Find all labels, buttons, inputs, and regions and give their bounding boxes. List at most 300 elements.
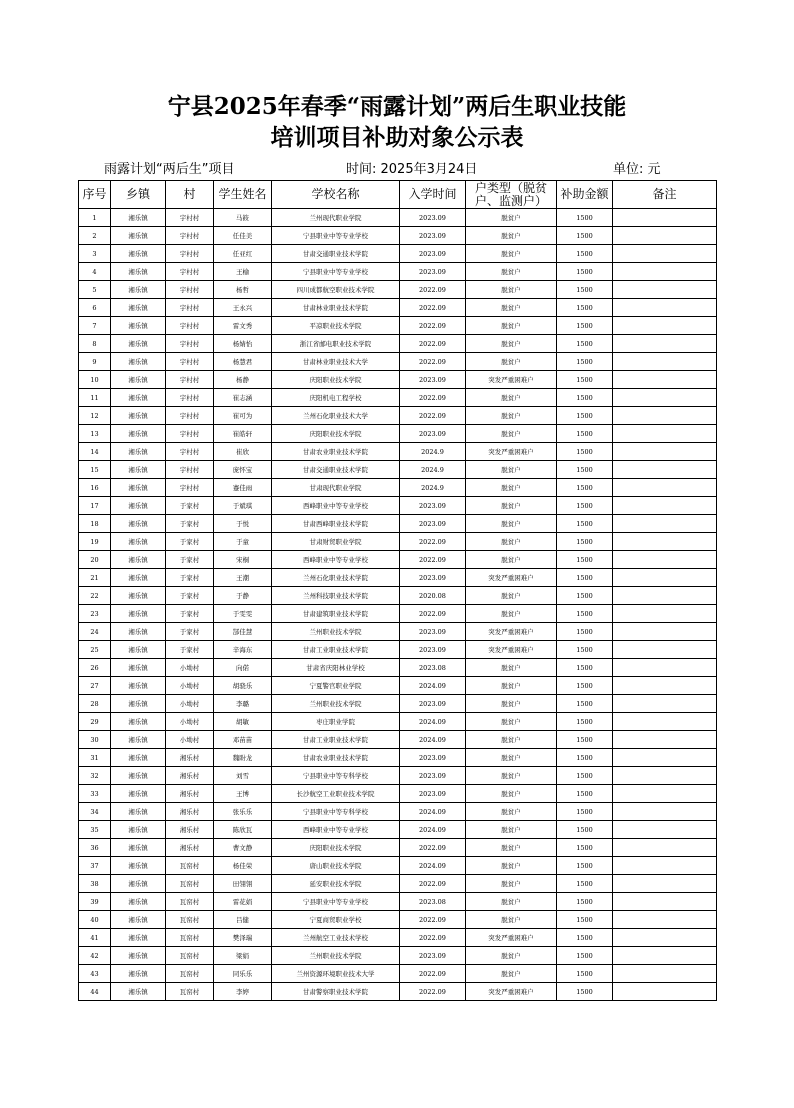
cell-amount: 1500: [557, 227, 613, 245]
cell-township: 湘乐镇: [111, 407, 166, 425]
header-township: 乡镇: [111, 181, 166, 209]
cell-township: 湘乐镇: [111, 569, 166, 587]
cell-village: 瓦窑村: [166, 947, 214, 965]
cell-household-type: 突发严重困难户: [466, 569, 557, 587]
cell-household-type: 脱贫户: [466, 245, 557, 263]
cell-village: 小坳村: [166, 659, 214, 677]
cell-remarks: [613, 803, 717, 821]
cell-village: 小坳村: [166, 677, 214, 695]
cell-township: 湘乐镇: [111, 875, 166, 893]
cell-village: 宇村村: [166, 281, 214, 299]
table-row: [79, 677, 717, 695]
cell-enroll-date: 2023.09: [400, 245, 466, 263]
cell-household-type: 脱贫户: [466, 407, 557, 425]
cell-township: 湘乐镇: [111, 857, 166, 875]
cell-student-name: 李婷: [214, 983, 272, 1001]
cell-school: 兰州科技职业技术学院: [272, 587, 400, 605]
cell-school: 兰州航空工业技术学校: [272, 929, 400, 947]
cell-household-type: 脱贫户: [466, 497, 557, 515]
cell-township: 湘乐镇: [111, 965, 166, 983]
cell-remarks: [613, 821, 717, 839]
cell-amount: 1500: [557, 785, 613, 803]
cell-township: 湘乐镇: [111, 911, 166, 929]
cell-enroll-date: 2022.09: [400, 929, 466, 947]
cell-amount: 1500: [557, 965, 613, 983]
cell-household-type: 脱贫户: [466, 479, 557, 497]
cell-enroll-date: 2024.09: [400, 803, 466, 821]
document-title-line1: 宁县2025年春季“雨露计划”两后生职业技能: [167, 93, 627, 120]
cell-village: 瓦窑村: [166, 857, 214, 875]
cell-household-type: 突发严重困难户: [466, 983, 557, 1001]
cell-student-name: 崔欣: [214, 443, 272, 461]
cell-amount: 1500: [557, 641, 613, 659]
cell-remarks: [613, 893, 717, 911]
cell-remarks: [613, 443, 717, 461]
cell-remarks: [613, 227, 717, 245]
cell-remarks: [613, 299, 717, 317]
cell-school: 宁县职业中等专业学校: [272, 263, 400, 281]
cell-index: 8: [79, 335, 111, 353]
cell-amount: 1500: [557, 929, 613, 947]
cell-remarks: [613, 731, 717, 749]
cell-student-name: 吕健: [214, 911, 272, 929]
cell-school: 甘肃交通职业技术学院: [272, 461, 400, 479]
cell-village: 湘乐村: [166, 767, 214, 785]
cell-enroll-date: 2024.9: [400, 443, 466, 461]
table-row: [79, 965, 717, 983]
cell-enroll-date: 2023.09: [400, 785, 466, 803]
cell-enroll-date: 2023.09: [400, 209, 466, 227]
cell-index: 32: [79, 767, 111, 785]
cell-remarks: [613, 983, 717, 1001]
cell-remarks: [613, 533, 717, 551]
table-row: [79, 389, 717, 407]
cell-school: 浙江省邮电职业技术学院: [272, 335, 400, 353]
cell-village: 宇村村: [166, 371, 214, 389]
cell-household-type: 突发严重困难户: [466, 641, 557, 659]
cell-student-name: 马筱: [214, 209, 272, 227]
cell-township: 湘乐镇: [111, 263, 166, 281]
table-row: [79, 749, 717, 767]
cell-village: 宇村村: [166, 443, 214, 461]
cell-student-name: 任亚红: [214, 245, 272, 263]
cell-household-type: 脱贫户: [466, 281, 557, 299]
cell-village: 宇村村: [166, 317, 214, 335]
cell-school: 甘肃工业职业技术学院: [272, 731, 400, 749]
table-row: [79, 497, 717, 515]
cell-village: 宇村村: [166, 209, 214, 227]
cell-index: 21: [79, 569, 111, 587]
cell-index: 4: [79, 263, 111, 281]
table-row: [79, 821, 717, 839]
cell-township: 湘乐镇: [111, 209, 166, 227]
cell-household-type: 脱贫户: [466, 857, 557, 875]
cell-student-name: 雷花娟: [214, 893, 272, 911]
cell-remarks: [613, 623, 717, 641]
cell-school: 西峰职业中等专业学校: [272, 551, 400, 569]
cell-index: 10: [79, 371, 111, 389]
cell-household-type: 脱贫户: [466, 425, 557, 443]
cell-school: 甘肃工业职业技术学院: [272, 641, 400, 659]
cell-village: 宇村村: [166, 479, 214, 497]
cell-amount: 1500: [557, 371, 613, 389]
cell-village: 瓦窑村: [166, 929, 214, 947]
cell-student-name: 于雯雯: [214, 605, 272, 623]
cell-township: 湘乐镇: [111, 353, 166, 371]
cell-village: 瓦窑村: [166, 893, 214, 911]
cell-enroll-date: 2024.09: [400, 731, 466, 749]
cell-school: 兰州现代职业学院: [272, 209, 400, 227]
cell-amount: 1500: [557, 587, 613, 605]
header-school: 学校名称: [272, 181, 400, 209]
cell-index: 43: [79, 965, 111, 983]
cell-remarks: [613, 947, 717, 965]
table-row: [79, 839, 717, 857]
cell-township: 湘乐镇: [111, 713, 166, 731]
cell-enroll-date: 2023.09: [400, 515, 466, 533]
cell-enroll-date: 2022.09: [400, 965, 466, 983]
cell-township: 湘乐镇: [111, 443, 166, 461]
cell-school: 兰州职业技术学院: [272, 623, 400, 641]
cell-amount: 1500: [557, 983, 613, 1001]
cell-amount: 1500: [557, 443, 613, 461]
cell-student-name: 邓苗苗: [214, 731, 272, 749]
cell-amount: 1500: [557, 569, 613, 587]
cell-township: 湘乐镇: [111, 587, 166, 605]
cell-household-type: 脱贫户: [466, 227, 557, 245]
cell-amount: 1500: [557, 515, 613, 533]
cell-remarks: [613, 839, 717, 857]
cell-student-name: 王博: [214, 785, 272, 803]
cell-household-type: 脱贫户: [466, 515, 557, 533]
cell-remarks: [613, 353, 717, 371]
cell-student-name: 杨慧君: [214, 353, 272, 371]
cell-village: 宇村村: [166, 407, 214, 425]
cell-amount: 1500: [557, 893, 613, 911]
cell-enroll-date: 2023.09: [400, 569, 466, 587]
table-row: [79, 911, 717, 929]
cell-village: 小坳村: [166, 695, 214, 713]
cell-index: 18: [79, 515, 111, 533]
cell-index: 39: [79, 893, 111, 911]
cell-amount: 1500: [557, 749, 613, 767]
cell-village: 小坳村: [166, 731, 214, 749]
cell-township: 湘乐镇: [111, 749, 166, 767]
cell-remarks: [613, 479, 717, 497]
cell-school: 四川成都航空职业技术学院: [272, 281, 400, 299]
cell-enroll-date: 2022.09: [400, 605, 466, 623]
cell-village: 宇村村: [166, 263, 214, 281]
cell-student-name: 魏盼龙: [214, 749, 272, 767]
cell-enroll-date: 2020.08: [400, 587, 466, 605]
cell-student-name: 胡敏: [214, 713, 272, 731]
cell-index: 44: [79, 983, 111, 1001]
table-row: [79, 605, 717, 623]
table-row: [79, 443, 717, 461]
cell-household-type: 脱贫户: [466, 659, 557, 677]
cell-amount: 1500: [557, 425, 613, 443]
cell-index: 30: [79, 731, 111, 749]
cell-enroll-date: 2022.09: [400, 299, 466, 317]
cell-household-type: 脱贫户: [466, 785, 557, 803]
cell-village: 宇村村: [166, 227, 214, 245]
cell-enroll-date: 2023.09: [400, 767, 466, 785]
cell-amount: 1500: [557, 497, 613, 515]
cell-remarks: [613, 515, 717, 533]
cell-enroll-date: 2022.09: [400, 839, 466, 857]
cell-amount: 1500: [557, 767, 613, 785]
cell-school: 甘肃林业职业技术学院: [272, 299, 400, 317]
cell-enroll-date: 2023.09: [400, 263, 466, 281]
cell-household-type: 脱贫户: [466, 263, 557, 281]
cell-student-name: 杨哲: [214, 281, 272, 299]
cell-index: 31: [79, 749, 111, 767]
cell-amount: 1500: [557, 335, 613, 353]
cell-household-type: 脱贫户: [466, 587, 557, 605]
table-row: [79, 587, 717, 605]
cell-remarks: [613, 407, 717, 425]
cell-remarks: [613, 461, 717, 479]
cell-school: 庆阳职业技术学院: [272, 839, 400, 857]
table-row: [79, 461, 717, 479]
cell-index: 40: [79, 911, 111, 929]
cell-index: 24: [79, 623, 111, 641]
cell-household-type: 脱贫户: [466, 947, 557, 965]
cell-index: 26: [79, 659, 111, 677]
cell-school: 宁县职业中等专科学校: [272, 767, 400, 785]
cell-index: 37: [79, 857, 111, 875]
cell-household-type: 突发严重困难户: [466, 443, 557, 461]
cell-student-name: 任佳美: [214, 227, 272, 245]
cell-enroll-date: 2023.08: [400, 893, 466, 911]
cell-index: 6: [79, 299, 111, 317]
cell-student-name: 李璐: [214, 695, 272, 713]
table-row: [79, 785, 717, 803]
cell-index: 36: [79, 839, 111, 857]
cell-student-name: 张乐乐: [214, 803, 272, 821]
cell-village: 于家村: [166, 641, 214, 659]
cell-township: 湘乐镇: [111, 551, 166, 569]
cell-amount: 1500: [557, 299, 613, 317]
cell-village: 于家村: [166, 623, 214, 641]
cell-village: 宇村村: [166, 461, 214, 479]
table-row: [79, 623, 717, 641]
cell-village: 湘乐村: [166, 749, 214, 767]
cell-index: 29: [79, 713, 111, 731]
cell-school: 兰州职业技术学院: [272, 947, 400, 965]
cell-household-type: 脱贫户: [466, 821, 557, 839]
table-row: [79, 947, 717, 965]
table-header-row: [79, 181, 717, 209]
table-row: [79, 569, 717, 587]
cell-village: 于家村: [166, 605, 214, 623]
cell-remarks: [613, 677, 717, 695]
cell-village: 宇村村: [166, 335, 214, 353]
cell-enroll-date: 2024.09: [400, 713, 466, 731]
cell-remarks: [613, 749, 717, 767]
cell-enroll-date: 2024.09: [400, 857, 466, 875]
cell-township: 湘乐镇: [111, 929, 166, 947]
cell-student-name: 王永兴: [214, 299, 272, 317]
cell-remarks: [613, 335, 717, 353]
cell-village: 于家村: [166, 497, 214, 515]
cell-household-type: 脱贫户: [466, 965, 557, 983]
header-remarks: 备注: [613, 181, 717, 209]
cell-amount: 1500: [557, 605, 613, 623]
cell-school: 甘肃现代职业学院: [272, 479, 400, 497]
table-row: [79, 245, 717, 263]
cell-amount: 1500: [557, 533, 613, 551]
cell-remarks: [613, 605, 717, 623]
cell-enroll-date: 2023.08: [400, 659, 466, 677]
table-row: [79, 983, 717, 1001]
cell-township: 湘乐镇: [111, 893, 166, 911]
cell-remarks: [613, 659, 717, 677]
table-row: [79, 425, 717, 443]
cell-index: 11: [79, 389, 111, 407]
table-row: [79, 335, 717, 353]
cell-student-name: 崔可为: [214, 407, 272, 425]
table-row: [79, 893, 717, 911]
cell-amount: 1500: [557, 947, 613, 965]
table-row: [79, 209, 717, 227]
cell-enroll-date: 2023.09: [400, 623, 466, 641]
table-row: [79, 803, 717, 821]
cell-enroll-date: 2023.09: [400, 947, 466, 965]
cell-household-type: 脱贫户: [466, 713, 557, 731]
table-row: [79, 659, 717, 677]
cell-enroll-date: 2022.09: [400, 983, 466, 1001]
cell-enroll-date: 2023.09: [400, 749, 466, 767]
cell-remarks: [613, 425, 717, 443]
cell-household-type: 脱贫户: [466, 893, 557, 911]
project-name: 雨露计划“两后生”项目: [104, 162, 235, 177]
cell-enroll-date: 2023.09: [400, 695, 466, 713]
cell-amount: 1500: [557, 911, 613, 929]
cell-township: 湘乐镇: [111, 479, 166, 497]
cell-amount: 1500: [557, 353, 613, 371]
cell-amount: 1500: [557, 677, 613, 695]
cell-village: 瓦窑村: [166, 875, 214, 893]
cell-student-name: 崔皓轩: [214, 425, 272, 443]
cell-household-type: 脱贫户: [466, 533, 557, 551]
cell-student-name: 于悦: [214, 515, 272, 533]
cell-household-type: 脱贫户: [466, 839, 557, 857]
cell-village: 于家村: [166, 569, 214, 587]
cell-township: 湘乐镇: [111, 659, 166, 677]
table-row: [79, 263, 717, 281]
cell-household-type: 脱贫户: [466, 335, 557, 353]
cell-amount: 1500: [557, 389, 613, 407]
table-row: [79, 299, 717, 317]
table-row: [79, 281, 717, 299]
cell-school: 甘肃农业职业技术学院: [272, 749, 400, 767]
cell-enroll-date: 2022.09: [400, 533, 466, 551]
cell-student-name: 王潮: [214, 569, 272, 587]
cell-school: 平凉职业技术学院: [272, 317, 400, 335]
cell-township: 湘乐镇: [111, 227, 166, 245]
cell-township: 湘乐镇: [111, 317, 166, 335]
cell-index: 7: [79, 317, 111, 335]
cell-student-name: 庞怀宝: [214, 461, 272, 479]
table-row: [79, 767, 717, 785]
cell-village: 瓦窑村: [166, 911, 214, 929]
cell-remarks: [613, 767, 717, 785]
publish-date: 时间: 2025年3月24日: [346, 162, 478, 177]
table-row: [79, 875, 717, 893]
cell-amount: 1500: [557, 803, 613, 821]
cell-enroll-date: 2022.09: [400, 389, 466, 407]
cell-amount: 1500: [557, 695, 613, 713]
cell-household-type: 脱贫户: [466, 695, 557, 713]
cell-household-type: 突发严重困难户: [466, 929, 557, 947]
cell-household-type: 脱贫户: [466, 605, 557, 623]
cell-student-name: 杨静: [214, 371, 272, 389]
cell-school: 宁县职业中等专业学校: [272, 893, 400, 911]
cell-school: 长沙航空工业职业技术学院: [272, 785, 400, 803]
cell-enroll-date: 2022.09: [400, 335, 466, 353]
cell-amount: 1500: [557, 821, 613, 839]
cell-index: 41: [79, 929, 111, 947]
cell-remarks: [613, 569, 717, 587]
cell-township: 湘乐镇: [111, 623, 166, 641]
cell-student-name: 曹文静: [214, 839, 272, 857]
cell-student-name: 雷文秀: [214, 317, 272, 335]
document-title-line2: 培训项目补助对象公示表: [270, 124, 524, 151]
cell-household-type: 脱贫户: [466, 875, 557, 893]
cell-enroll-date: 2022.09: [400, 911, 466, 929]
cell-index: 28: [79, 695, 111, 713]
cell-township: 湘乐镇: [111, 299, 166, 317]
cell-township: 湘乐镇: [111, 641, 166, 659]
cell-township: 湘乐镇: [111, 983, 166, 1001]
table-row: [79, 515, 717, 533]
cell-enroll-date: 2023.09: [400, 227, 466, 245]
cell-amount: 1500: [557, 317, 613, 335]
table-row: [79, 695, 717, 713]
cell-remarks: [613, 263, 717, 281]
cell-index: 35: [79, 821, 111, 839]
cell-enroll-date: 2024.9: [400, 461, 466, 479]
cell-index: 1: [79, 209, 111, 227]
cell-village: 湘乐村: [166, 803, 214, 821]
cell-village: 湘乐村: [166, 839, 214, 857]
cell-index: 27: [79, 677, 111, 695]
cell-index: 14: [79, 443, 111, 461]
cell-household-type: 脱贫户: [466, 803, 557, 821]
cell-township: 湘乐镇: [111, 389, 166, 407]
cell-remarks: [613, 857, 717, 875]
cell-student-name: 杨婧怡: [214, 335, 272, 353]
cell-index: 13: [79, 425, 111, 443]
table-row: [79, 353, 717, 371]
header-amount: 补助金额: [557, 181, 613, 209]
cell-township: 湘乐镇: [111, 371, 166, 389]
cell-household-type: 脱贫户: [466, 461, 557, 479]
cell-amount: 1500: [557, 623, 613, 641]
cell-index: 17: [79, 497, 111, 515]
cell-school: 枣庄职业学院: [272, 713, 400, 731]
cell-enroll-date: 2022.09: [400, 281, 466, 299]
cell-village: 瓦窑村: [166, 965, 214, 983]
cell-enroll-date: 2023.09: [400, 371, 466, 389]
cell-index: 19: [79, 533, 111, 551]
table-row: [79, 317, 717, 335]
cell-student-name: 崔志涵: [214, 389, 272, 407]
cell-village: 宇村村: [166, 299, 214, 317]
cell-township: 湘乐镇: [111, 335, 166, 353]
cell-enroll-date: 2022.09: [400, 875, 466, 893]
